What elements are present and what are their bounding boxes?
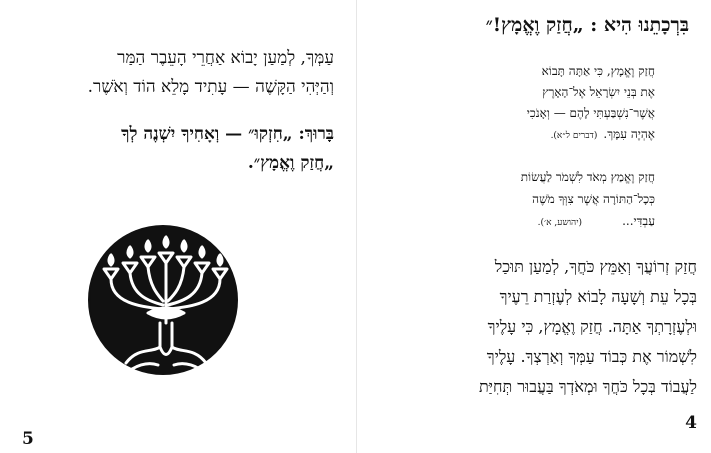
right-paragraph-line-4: לִשְׁמוֹר אֶת כְּבוֹד עַמְּךָ וְאַרְצְךָ. עָלֶיךָ (486, 347, 697, 366)
quote1-line-1: חֲזַק וֶאֱמָץ, כִּי אַתָּה תָּבוֹא (541, 64, 655, 78)
quote2-line-3 (538, 214, 655, 229)
left-paragraph-line-2: וְהַיְּהִי הַקָּשֶׁה — עָתִיד מָלֵא הוֹד וְאֹשֶׁר. (87, 77, 334, 97)
quote2-line-3-text: עַבְדִּי... (622, 214, 655, 228)
quote1-citation: (דברים ל״א). (550, 131, 598, 141)
right-paragraph-line-1: חֲזַק זְרוֹעֲךָ וְאַמֵּץ כֹּחֲךָ, לְמַעַן תּוּכַל (494, 257, 697, 276)
quote2-line-1: חֲזַק וֶאֱמַץ מְאֹד לִשְׁמֹר לַעֲשׂוֹת (520, 170, 655, 184)
quote1-line-4-text: אֶהְיֶה עִמָּךְ. (603, 127, 655, 141)
page-number-right: 4 (685, 413, 697, 433)
quote1-line-3: אֲשֶׁר־נִשְׁבַּעְתִּי לָהֶם — וְאָנֹכִי (526, 106, 655, 120)
right-paragraph-line-2: בְּכָל עֵת וְשָׁעָה לָבוֹא לְעֶזְרַת רֵעֶיךָ (499, 287, 697, 306)
left-paragraph-line-4: „חֲזַק וֶאֱמָץ״. (247, 153, 334, 173)
right-page (356, 0, 711, 453)
quote1-line-2: אֶת בְּנֵי יִשְׂרָאֵל אֶל־הָאָרֶץ (542, 85, 655, 99)
quote2-citation: (יהושע, א׳). (537, 218, 583, 228)
menorah-emblem-icon (86, 223, 240, 377)
right-heading: בִּרְכָתֵנוּ הִיא : „חֲזַק וֶאֱמָץ!״ (485, 14, 689, 36)
page-number-left: 5 (22, 429, 34, 449)
left-paragraph-line-3: בָּרוּךְ: „חִזְקוּ״ — וְאָחִיךָ יִשְׁנֶה לְךָ (121, 124, 334, 144)
quote2-line-2: כְּכָל־הַתּוֹרָה אֲשֶׁר צִוְּךָ מֹשֶׁה (532, 192, 655, 206)
right-paragraph-line-5: לַעֲבוֹד בְּכָל כֹּחֲךָ וּמְאֹדְךָ בַּעֲבוּר תְּחִיַּת (479, 377, 697, 396)
quote1-line-4 (551, 127, 655, 142)
left-paragraph-line-1: עַמְּךָ, לְמַעַן יָבוֹא אַחֲרֵי הָעֵבֶר הַמַּר (117, 48, 334, 68)
right-paragraph-line-3: וּלְעֶזְרָתְךָ אַתָּה. חֲזַק וֶאֱמָץ, כִּי עָלֶיךָ (487, 317, 697, 336)
